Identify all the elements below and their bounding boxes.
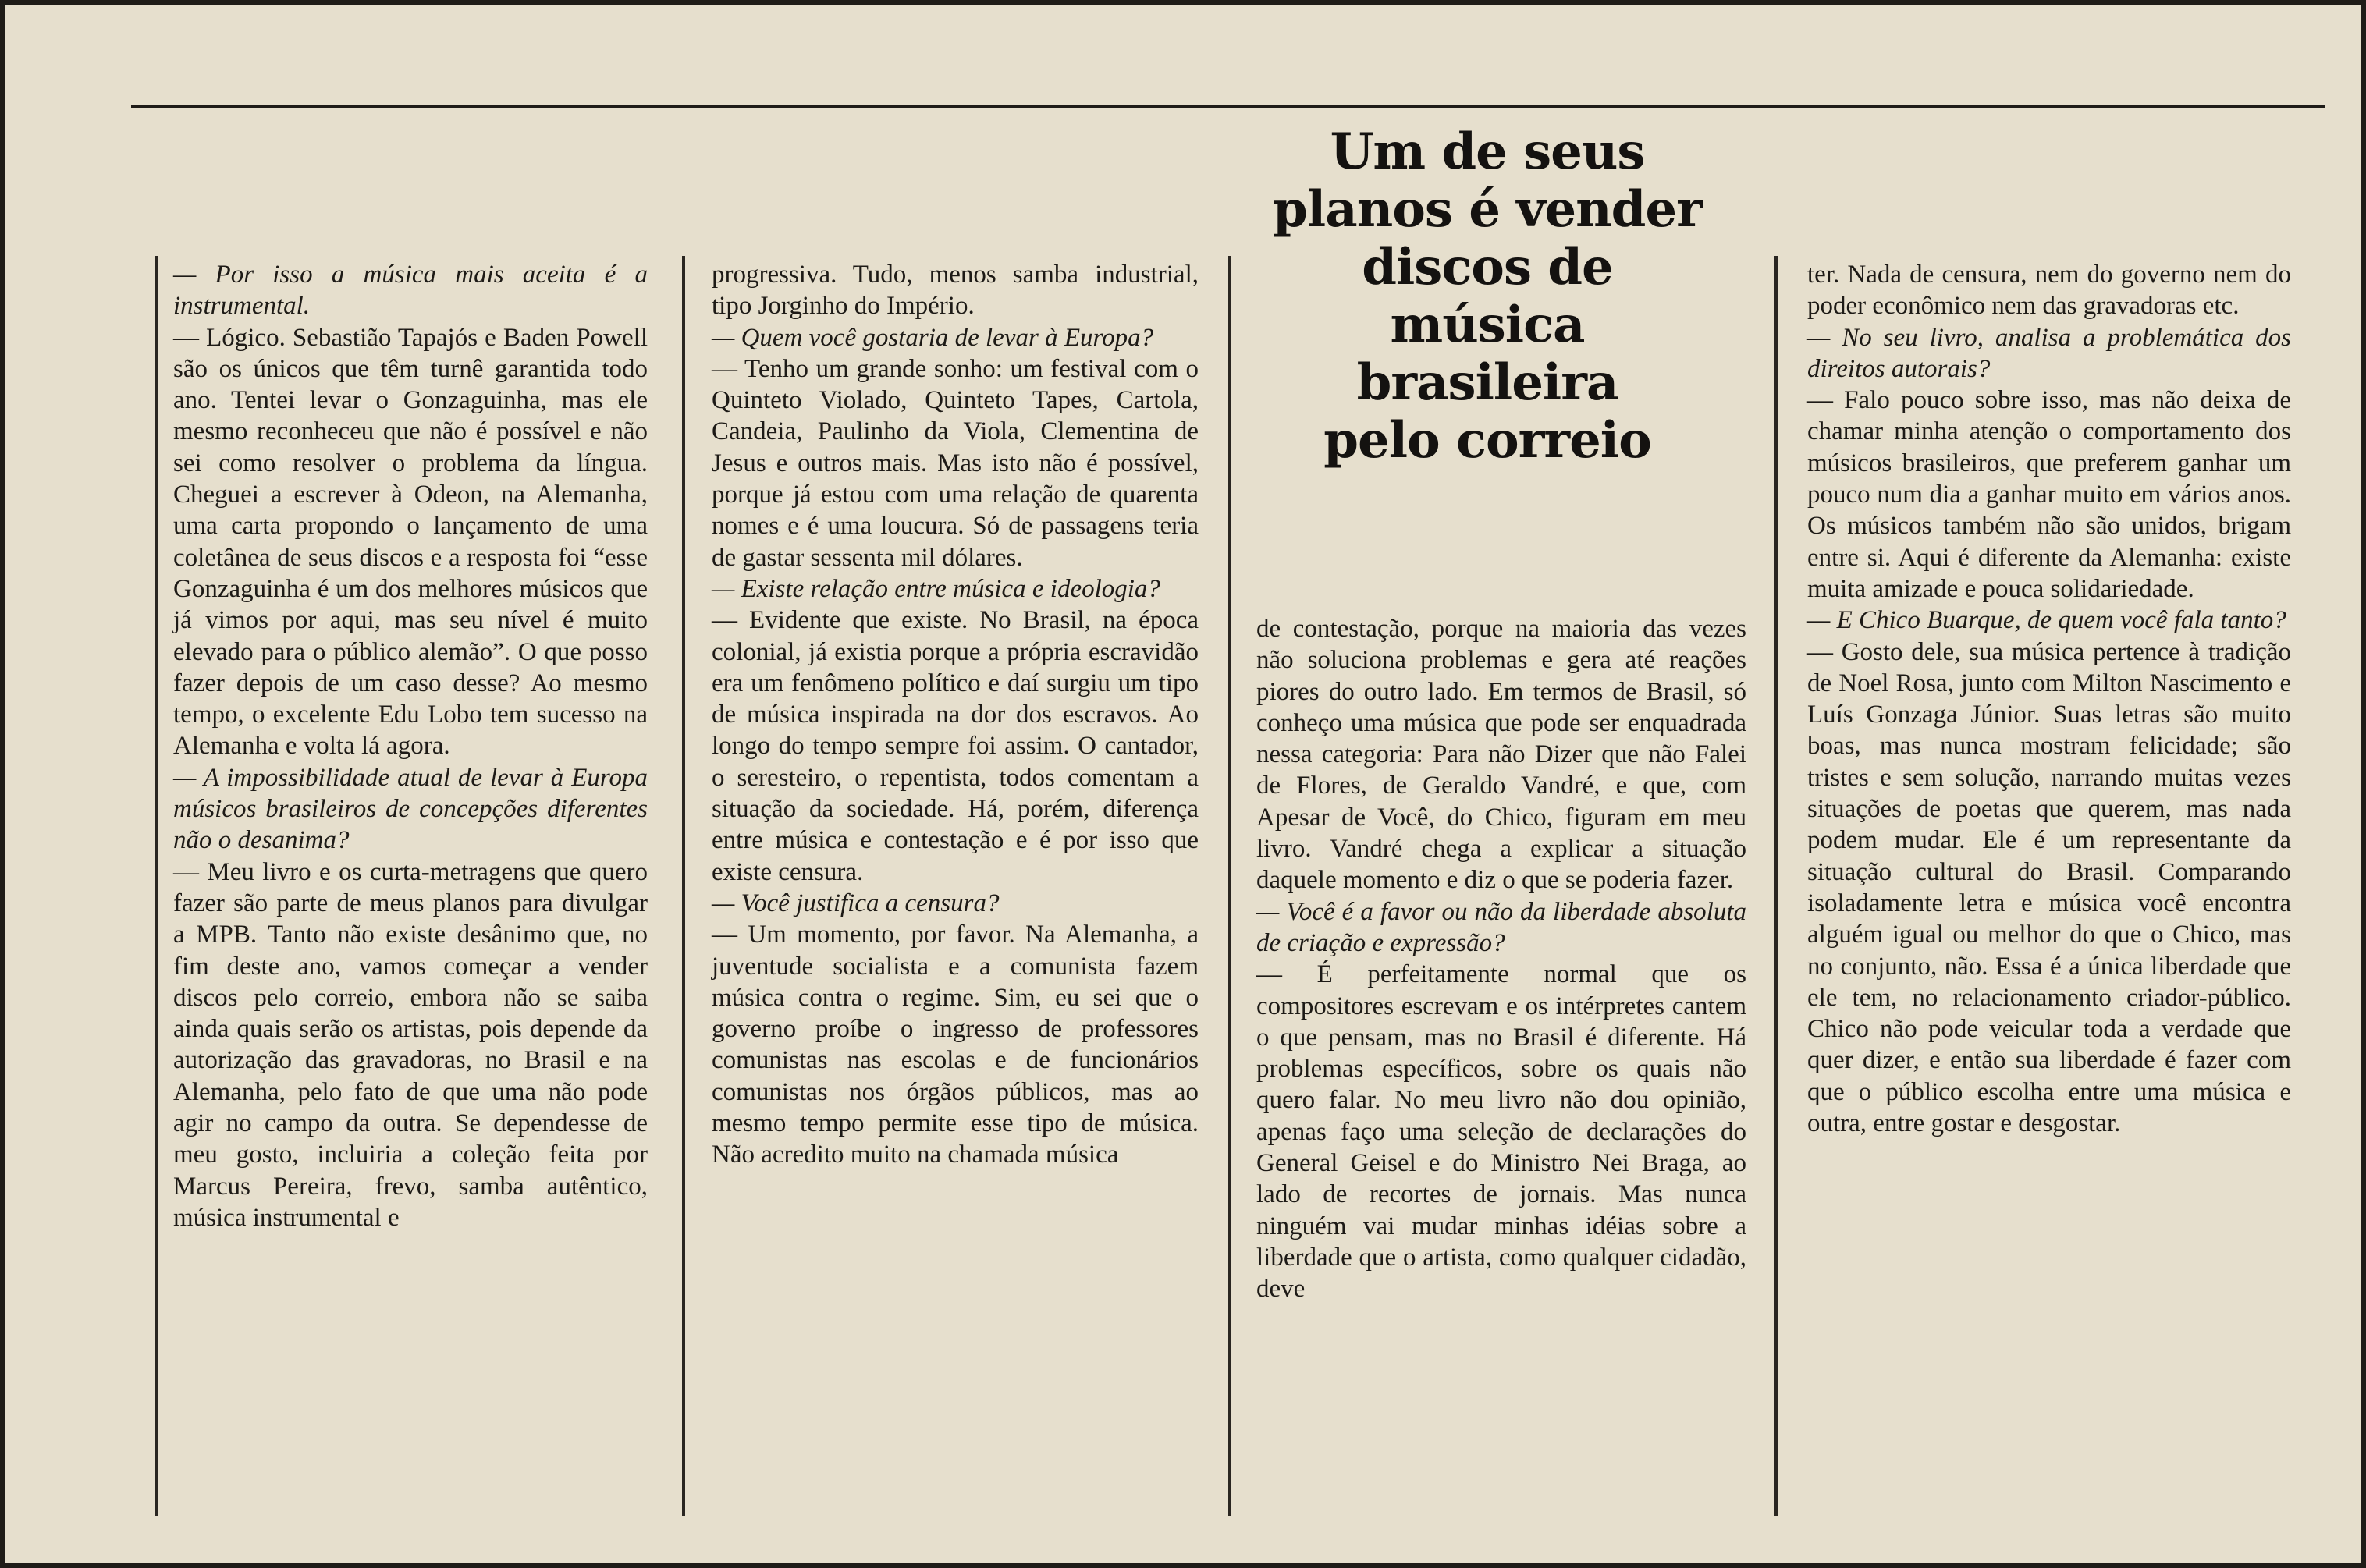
interview-answer: progressiva. Tudo, menos samba industrial, tipo Jorginho do Império.: [712, 261, 1199, 321]
interview-question: — Quem você gostaria de levar à Europa?: [712, 323, 1154, 352]
headline-line: brasileira: [1356, 353, 1618, 412]
headline-line: planos é vender: [1273, 180, 1702, 239]
interview-answer: — Meu livro e os curta-metragens que quero fazer são parte de meus planos para divulgar a MPB. Tanto não existe desânimo que, no fim deste ano, vamos começar a vender discos pelo correio, embora não se saiba ainda quais serão os artistas, pois depende da autorização das gravadoras, no Brasil e na Alemanha, pelo fato de que uma não pode agir no campo da outra. Se dependesse de meu gosto, incluiria a coleção feita por Marcus Pereira, frevo, samba autêntico, música instrumental e: [173, 857, 648, 1232]
headline-line: discos de: [1362, 238, 1613, 296]
interview-question: — Você justifica a censura?: [712, 889, 1000, 917]
interview-answer: — Tenho um grande sonho: um festival com o Quinteto Violado, Quinteto Tapes, Cartola, Candeia, Paulinho da Viola, Clementina de Jesus e outros mais. Mas isto não é possível, porque já estou com uma relação de quarenta nomes e é uma loucura. Só de passagens teria de gastar sessenta mil dólares.: [712, 354, 1199, 572]
column-rule-4: [1774, 256, 1778, 1516]
interview-question: — Você é a favor ou não da liberdade absoluta de criação e expressão?: [1256, 897, 1746, 957]
interview-answer: — Um momento, por favor. Na Alemanha, a juventude socialista e a comunista fazem música contra o regime. Sim, eu sei que o governo proíbe o ingresso de professores comunistas nas escolas e de funcionários comunistas nos órgãos públicos, mas ao mesmo tempo permite esse tipo de música. Não acredito muito na chamada música: [712, 921, 1199, 1169]
column-rule-1: [155, 256, 158, 1516]
headline: [1253, 123, 1721, 470]
interview-answer: — Falo pouco sobre isso, mas não deixa de chamar minha atenção o comportamento dos músicos brasileiros, que preferem ganhar um pouco num dia a ganhar muito em vários anos. Os músicos também não são unidos, brigam entre si. Aqui é diferente da Alemanha: existe muita amizade e pouca solidariedade.: [1807, 386, 2291, 603]
interview-question: — Existe relação entre música e ideologia?: [712, 574, 1160, 603]
interview-answer: — Gosto dele, sua música pertence à tradição de Noel Rosa, junto com Milton Nascimento e Luís Gonzaga Júnior. Suas letras são muito boas, mas nunca mostram felicidade; são tristes e sem solução, narrando muitas vezes situações de poetas que querem, mas nada podem mudar. Ele é um representante da situação cultural do Brasil. Comparando isoladamente letra e música você encontra alguém igual ou melhor do que o Chico, mas no conjunto, não. Essa é a única liberdade que ele tem, no relacionamento criador-público. Chico não pode veicular toda a verdade que quer dizer, e então sua liberdade é fazer com que o público escolha entre uma música e outra, entre gostar e desgostar.: [1807, 637, 2291, 1138]
article-column-4: [1807, 259, 2291, 1139]
interview-answer: ter. Nada de censura, nem do governo nem do poder econômico nem das gravadoras etc.: [1807, 261, 2291, 321]
interview-answer: — É perfeitamente normal que os compositores escrevam e os intérpretes cantem o que pensam, mas no Brasil é diferente. Há problemas específicos, sobre os quais não quero falar. No meu livro não dou opinião, apenas faço uma seleção de declarações do General Geisel e do Ministro Nei Braga, ao lado de recortes de jornais. Mas nunca ninguém vai mudar minhas idéias sobre a liberdade que o artista, como qualquer cidadão, deve: [1256, 960, 1746, 1304]
article-column-3: [1256, 613, 1746, 1305]
headline-line: música: [1390, 296, 1585, 354]
column-rule-3: [1228, 256, 1231, 1516]
interview-answer: — Lógico. Sebastião Tapajós e Baden Powell são os únicos que têm turnê garantida todo ano. Tentei levar o Gonzaguinha, mas ele mesmo reconheceu que não é possível e não sei como resolver o problema da língua. Cheguei a escrever à Odeon, na Alemanha, uma carta propondo o lançamento de uma coletânea de seus discos e a resposta foi “esse Gonzaguinha é um dos melhores músicos que já vimos por aqui, mas seu nível é muito elevado para o público alemão”. O que posso fazer depois de um caso desse? Ao mesmo tempo, o excelente Edu Lobo tem sucesso na Alemanha e volta lá agora.: [173, 323, 648, 761]
interview-question: — E Chico Buarque, de quem você fala tanto?: [1807, 606, 2286, 635]
headline-line: Um de seus: [1330, 122, 1645, 181]
interview-question: — A impossibilidade atual de levar à Europa músicos brasileiros de concepções diferentes não o desanima?: [173, 763, 648, 855]
headline-line: pelo correio: [1323, 411, 1651, 470]
column-rule-2: [682, 256, 685, 1516]
interview-question: — No seu livro, analisa a problemática dos direitos autorais?: [1807, 323, 2291, 383]
article-column-2: [712, 259, 1199, 1171]
interview-answer: — Evidente que existe. No Brasil, na época colonial, já existia porque a própria escravidão era um fenômeno político e daí surgiu um tipo de música inspirada na dor dos escravos. Ao longo do tempo sempre foi assim. O cantador, o seresteiro, o repentista, todos comentam a situação da sociedade. Há, porém, diferença entre música e contestação e é por isso que existe censura.: [712, 606, 1199, 886]
interview-question: — Por isso a música mais aceita é a instrumental.: [173, 261, 648, 321]
top-rule: [131, 105, 2325, 108]
interview-answer: de contestação, porque na maioria das vezes não soluciona problemas e gera até reações piores do outro lado. Em termos de Brasil, só conheço uma música que pode ser enquadrada nessa categoria: Para não Dizer que não Falei de Flores, de Geraldo Vandré, e que, com Apesar de Você, do Chico, figuram em meu livro. Vandré chega a explicar a situação daquele momento e diz o que se poderia fazer.: [1256, 615, 1746, 895]
article-column-1: [173, 259, 648, 1233]
